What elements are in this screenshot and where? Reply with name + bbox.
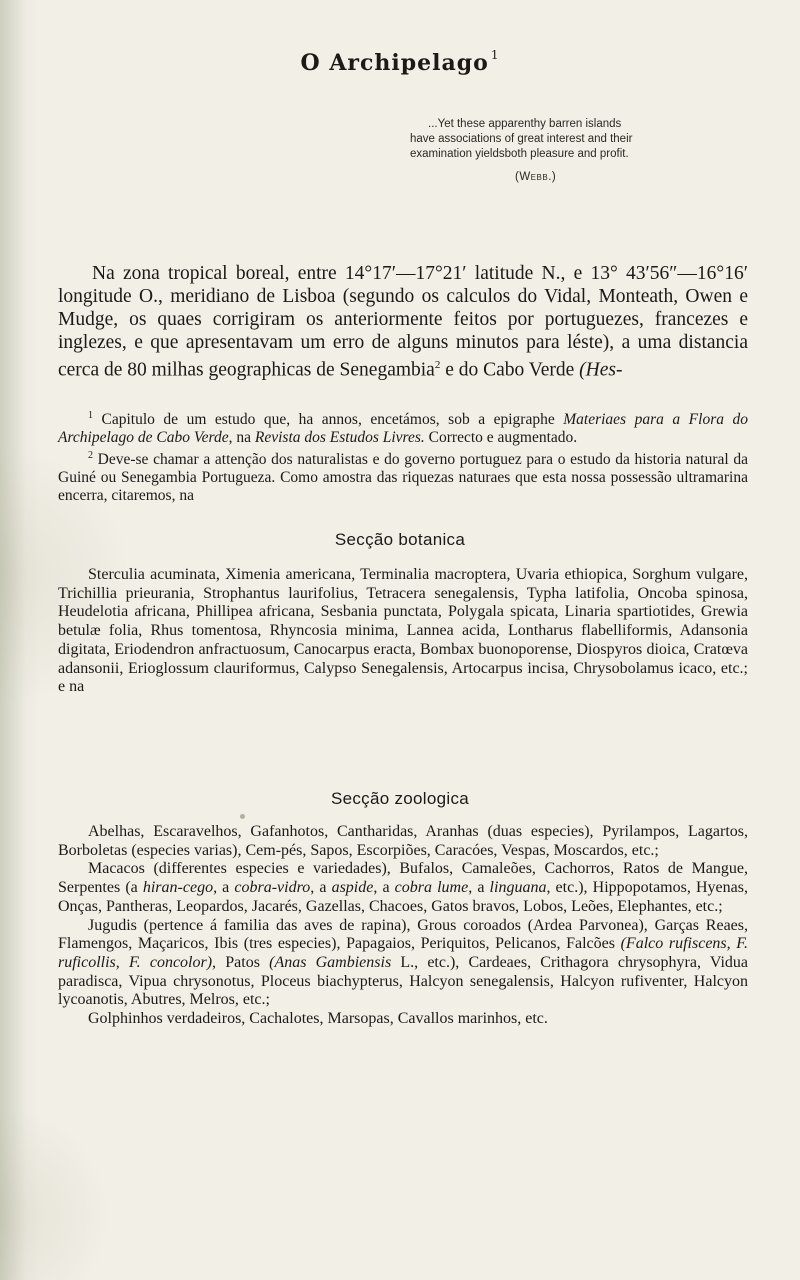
main-paragraph-text: Na zona tropical boreal, entre 14°17′—17°21′ latitude N., e 13° 43′56″—16°16′ longitude O., meridiano de Lisboa (segundo os calculos do Vidal, Monteath, Owen e Mudge, os quaes corrigiram os anteriormente feitos por portuguezes, francezes e inglezes, e que apresentavam um erro de alguns minutos para léste), a uma distancia cerca de 80 milhas geographicas de Senegambia bbox=[58, 263, 748, 381]
main-paragraph bbox=[58, 262, 748, 382]
ink-blot bbox=[240, 814, 245, 819]
page-edge-shadow bbox=[0, 0, 26, 1280]
zoologica-paragraph-2 bbox=[58, 860, 748, 916]
zoologica-p2-text-c: , a bbox=[310, 879, 332, 897]
main-footnote-mark: 2 bbox=[434, 359, 441, 371]
footnote-1-text: Capitulo de um estudo que, ha annos, encetámos, sob a epigraphe bbox=[93, 411, 564, 429]
zoologica-p3-italic-1: (Falco rufiscens, F. ruficollis, F. concolor), bbox=[58, 935, 748, 971]
footnote-1-text-b: , na bbox=[228, 429, 255, 447]
zoologica-p2-italic-2: cobra-vidro bbox=[234, 879, 311, 897]
zoologica-p3-italic-2: (Anas Gambiensis bbox=[269, 953, 392, 971]
zoologica-paragraph-4: Golphinhos verdadeiros, Cachalotes, Marsopas, Cavallos marinhos, etc. bbox=[88, 1010, 548, 1028]
chapter-footnote-mark: 1 bbox=[490, 48, 500, 62]
section-title-botanica: Secção botanica bbox=[334, 530, 466, 549]
footnote-2 bbox=[58, 447, 748, 505]
epigraph bbox=[410, 117, 730, 185]
botanica-text: Sterculia acuminata, Ximenia americana, Terminalia macroptera, Uvaria ethiopica, Sorghum vulgare, Trichillia prieurania, Strophantus laurifolius, Tetracera senegalensis, Typha latifolia, Oncoba spinosa, Heudelotia africana, Phillipea africana, Sesbania punctata, Polygala spicata, Linaria spartiotides, Grewia betulæ folia, Rhus tomentosa, Rhyncosia minima, Lannea acida, Lontharus flabelliformis, Adansonia digitata, Eriodendron anfractuosum, Canocarpus eracta, Bombax buonoporense, Diospyros dioica, Cratœva adansonii, Erioglossum clauriformus, Calypso Senegalensis, Artocarpus incisa, Chrysobolamus icaco, etc.; e na bbox=[58, 566, 748, 696]
footnote-1-italic-journal: Revista dos Estudos Livres. bbox=[254, 429, 425, 447]
footnote-2-mark: 2 bbox=[88, 450, 93, 462]
footnote-2-text: Deve-se chamar a attenção dos naturalistas e do governo portuguez para o estudo da historia natural da Guiné ou Senegambia Portugueza. Como amostra das riquezas naturaes que esta nossa possessão ultramarina encerra, citaremos, na bbox=[58, 451, 748, 505]
zoologica-p2-text-d: , a bbox=[373, 879, 395, 897]
section-title-zoologica: Secção zoologica bbox=[330, 789, 470, 808]
chapter-heading bbox=[0, 50, 800, 76]
epigraph-line-3: examination yieldsboth pleasure and profit. bbox=[410, 148, 629, 160]
epigraph-line-1: ...Yet these apparenthy barren islands bbox=[428, 118, 622, 130]
footnote-1-text-c: Correcto e augmentado. bbox=[424, 429, 578, 447]
footnote-1-mark: 1 bbox=[88, 410, 93, 421]
main-paragraph-text-2: e do Cabo Verde bbox=[440, 359, 580, 381]
zoologica-p3-text-c: L., etc.), Cardeaes, Crithagora chrysophyra, Vidua paradisca, Vipua chrysonotus, Ploceus biachypterus, Halcyon senegalensis, Halcyon rufiventer, Halcyon lycoanotis, Abutres, Melros, etc.; bbox=[58, 953, 749, 1009]
zoologica-section bbox=[58, 823, 748, 1029]
zoologica-p2-text-a: Macacos (differentes especies e variedades), Bufalos, Camaleões, Cachorros, Ratos de Mangue, Serpentes (a bbox=[58, 860, 748, 897]
footnotes bbox=[58, 407, 748, 505]
chapter-title: O Archipelago bbox=[300, 50, 489, 76]
zoologica-p2-text-b: , a bbox=[213, 879, 235, 897]
zoologica-p2-italic-3: aspide bbox=[331, 879, 374, 897]
zoologica-paragraph-3 bbox=[58, 917, 748, 1011]
zoologica-p3-text-a: Jugudis (pertence á familia das aves de rapina), Grous coroados (Ardea Parvonea), Garças Reaes, Flamengos, Maçaricos, Ibis (tres especies), Papagaios, Periquitos, Pelicanos, Falcões bbox=[58, 916, 748, 953]
zoologica-p2-italic-4: cobra lume bbox=[394, 879, 469, 897]
zoologica-paragraph-1: Abelhas, Escaravelhos, Gafanhotos, Cantharidas, Aranhas (duas especies), Pyrilampos, Lagartos, Borboletas (especies varias), Cem-pés, Sapos, Escorpiões, Caracóes, Vespas, Moscardos, etc.; bbox=[58, 823, 748, 859]
zoologica-p2-text-f: , etc.), Hippopotamos, Hyenas, Onças, Pantheras, Leopardos, Jacarés, Gazellas, Chacoes, Gatos bravos, Lobos, Leões, Elephantes, etc.; bbox=[58, 879, 748, 915]
footnote-1-italic-title: Materiaes para a Flora do Archipelago de Cabo Verde bbox=[58, 411, 748, 447]
main-paragraph-italic-tail: (Hes- bbox=[579, 359, 623, 381]
botanica-paragraph bbox=[58, 566, 748, 697]
zoologica-p2-text-e: , a bbox=[468, 879, 490, 897]
zoologica-p2-italic-1: hiran-cego bbox=[142, 879, 214, 897]
epigraph-attribution: (Webb.) bbox=[515, 171, 557, 183]
footnote-1 bbox=[58, 407, 748, 447]
epigraph-line-2: have associations of great interest and their bbox=[410, 133, 633, 145]
zoologica-p2-italic-5: linguana bbox=[489, 879, 547, 897]
zoologica-p3-text-b: Patos bbox=[216, 953, 270, 971]
